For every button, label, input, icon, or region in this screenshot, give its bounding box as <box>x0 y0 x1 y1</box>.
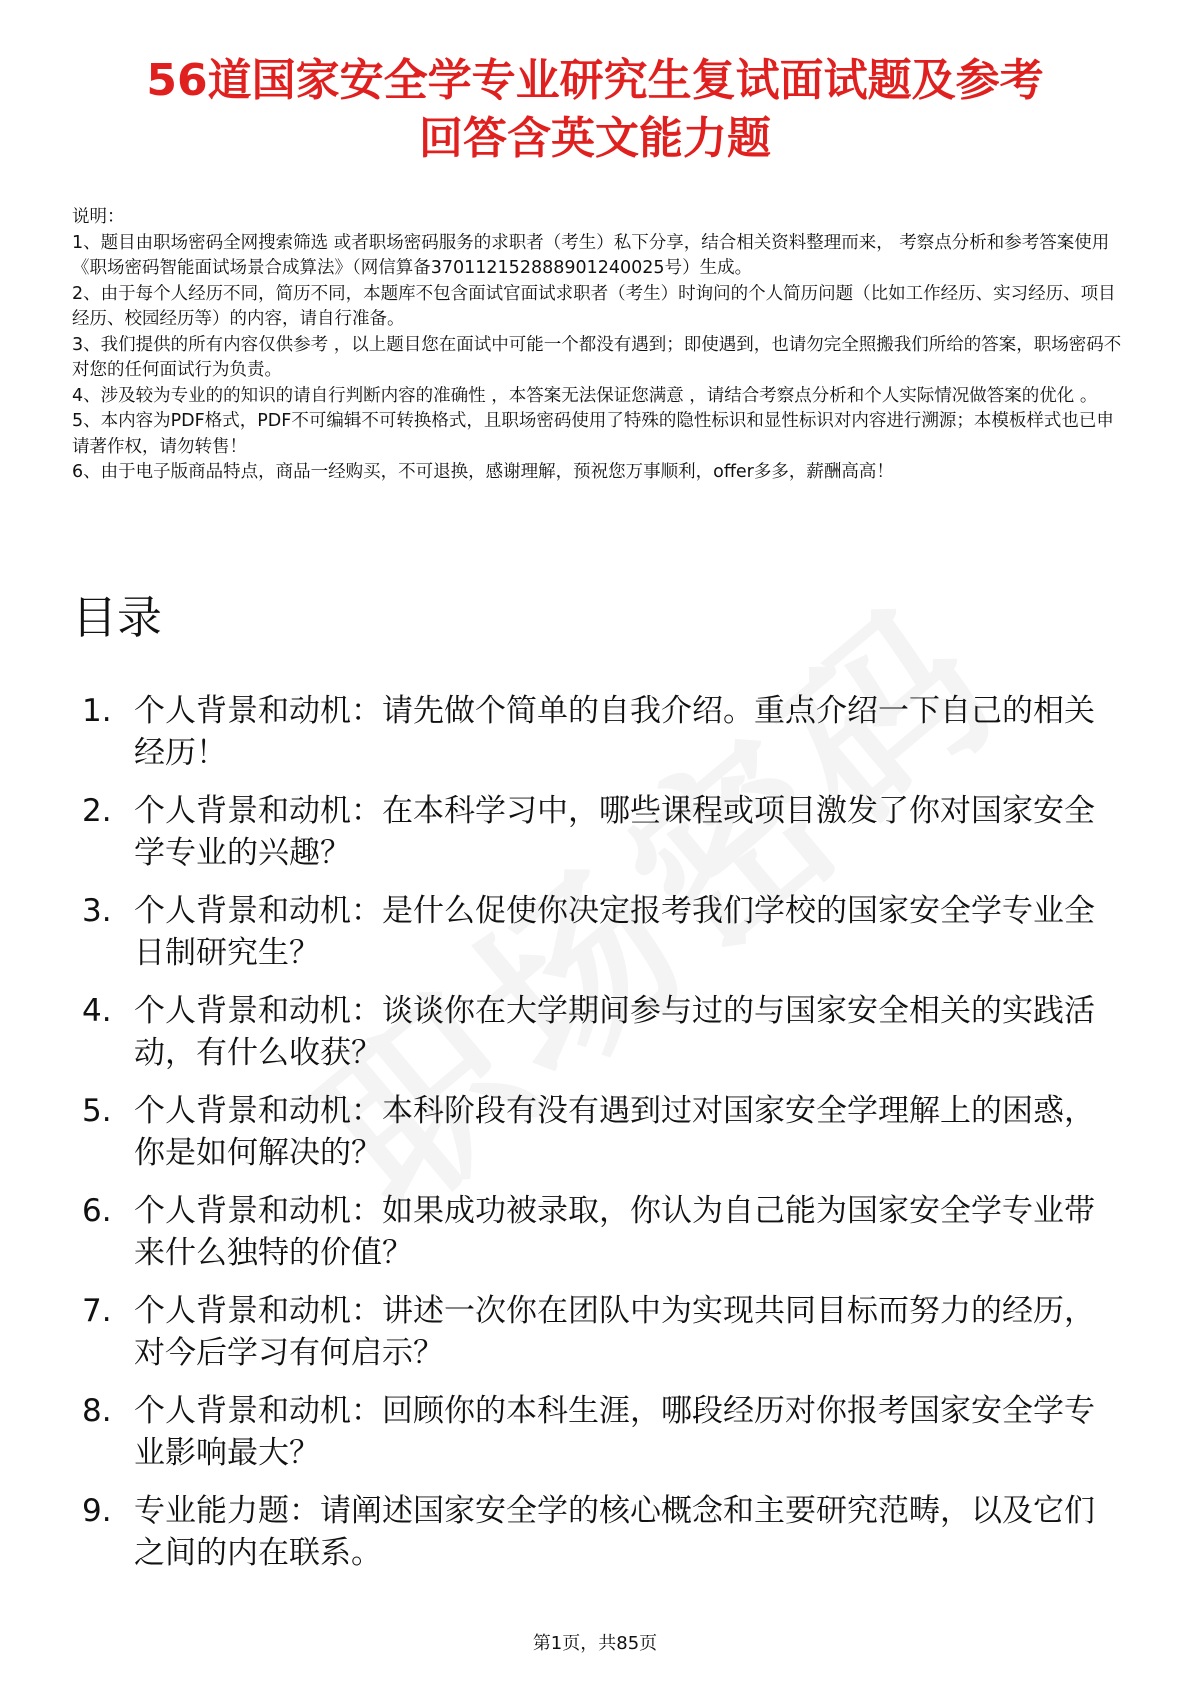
toc-item-number: 8. <box>82 1393 112 1429</box>
note-item: 6、由于电子版商品特点，商品一经购买，不可退换，感谢理解，预祝您万事顺利，offer多多，薪酬高高！ <box>72 462 894 482</box>
toc-item[interactable] <box>72 1490 1122 1574</box>
toc-item[interactable] <box>72 790 1122 874</box>
toc-item-text: 个人背景和动机：谈谈你在大学期间参与过的与国家安全相关的实践活动，有什么收获？ <box>134 993 1095 1071</box>
note-item: 1、题目由职场密码全网搜索筛选 或者职场密码服务的求职者（考生）私下分享，结合相关资料整理而来， 考察点分析和参考答案使用《职场密码智能面试场景合成算法》（网信算备370112152888901240025号）生成。 <box>72 232 1110 278</box>
toc-item[interactable] <box>72 990 1122 1074</box>
toc-item[interactable] <box>72 1090 1122 1174</box>
title-line-2: 回答含英文能力题 <box>419 113 771 164</box>
toc-item-text: 个人背景和动机：本科阶段有没有遇到过对国家安全学理解上的困惑，你是如何解决的？ <box>134 1093 1095 1171</box>
toc-item-text: 个人背景和动机：请先做个简单的自我介绍。重点介绍一下自己的相关经历！ <box>134 693 1095 771</box>
toc-item-text: 个人背景和动机：如果成功被录取，你认为自己能为国家安全学专业带来什么独特的价值？ <box>134 1193 1095 1271</box>
toc-item-number: 4. <box>82 993 112 1029</box>
toc-item-text: 个人背景和动机：是什么促使你决定报考我们学校的国家安全学专业全日制研究生？ <box>134 893 1095 971</box>
toc-item-number: 7. <box>82 1293 112 1329</box>
toc-item[interactable] <box>72 1190 1122 1274</box>
toc-item-text: 专业能力题：请阐述国家安全学的核心概念和主要研究范畴，以及它们之间的内在联系。 <box>134 1493 1095 1571</box>
toc-item-number: 3. <box>82 893 112 929</box>
notes-section <box>72 205 1122 486</box>
toc-item-text: 个人背景和动机：回顾你的本科生涯，哪段经历对你报考国家安全学专业影响最大？ <box>134 1393 1095 1471</box>
toc-item-number: 6. <box>82 1193 112 1229</box>
toc-item-text: 个人背景和动机：在本科学习中，哪些课程或项目激发了你对国家安全学专业的兴趣？ <box>134 793 1095 871</box>
toc-item[interactable] <box>72 690 1122 774</box>
table-of-contents <box>72 690 1122 1590</box>
toc-item[interactable] <box>72 890 1122 974</box>
toc-item-text: 个人背景和动机：讲述一次你在团队中为实现共同目标而努力的经历，对今后学习有何启示？ <box>134 1293 1095 1371</box>
notes-heading: 说明： <box>72 207 125 227</box>
note-item: 4、涉及较为专业的的知识的请自行判断内容的准确性 ，本答案无法保证您满意 ，请结合考察点分析和个人实际情况做答案的优化 。 <box>72 385 1098 406</box>
toc-item-number: 5. <box>82 1093 112 1129</box>
note-item: 2、由于每个人经历不同，简历不同，本题库不包含面试官面试求职者（考生）时询问的个人简历问题（比如工作经历、实习经历、项目经历、校园经历等）的内容，请自行准备。 <box>72 283 1116 329</box>
toc-item[interactable] <box>72 1390 1122 1474</box>
toc-item-number: 1. <box>82 693 112 729</box>
note-item: 3、我们提供的所有内容仅供参考 ，以上题目您在面试中可能一个都没有遇到；即使遇到，也请勿完全照搬我们所给的答案，职场密码不对您的任何面试行为负责。 <box>72 334 1122 380</box>
note-item: 5、本内容为PDF格式，PDF不可编辑不可转换格式，且职场密码使用了特殊的隐性标识和显性标识对内容进行溯源；本模板样式也已申请著作权，请勿转售！ <box>72 411 1114 457</box>
title-line-1: 56道国家安全学专业研究生复试面试题及参考 <box>146 55 1044 106</box>
toc-heading: 目录 <box>72 591 163 644</box>
toc-item-number: 9. <box>82 1493 112 1529</box>
page-footer: 第1页，共85页 <box>532 1633 658 1654</box>
page-title <box>60 52 1130 168</box>
toc-item-number: 2. <box>82 793 112 829</box>
toc-item[interactable] <box>72 1290 1122 1374</box>
